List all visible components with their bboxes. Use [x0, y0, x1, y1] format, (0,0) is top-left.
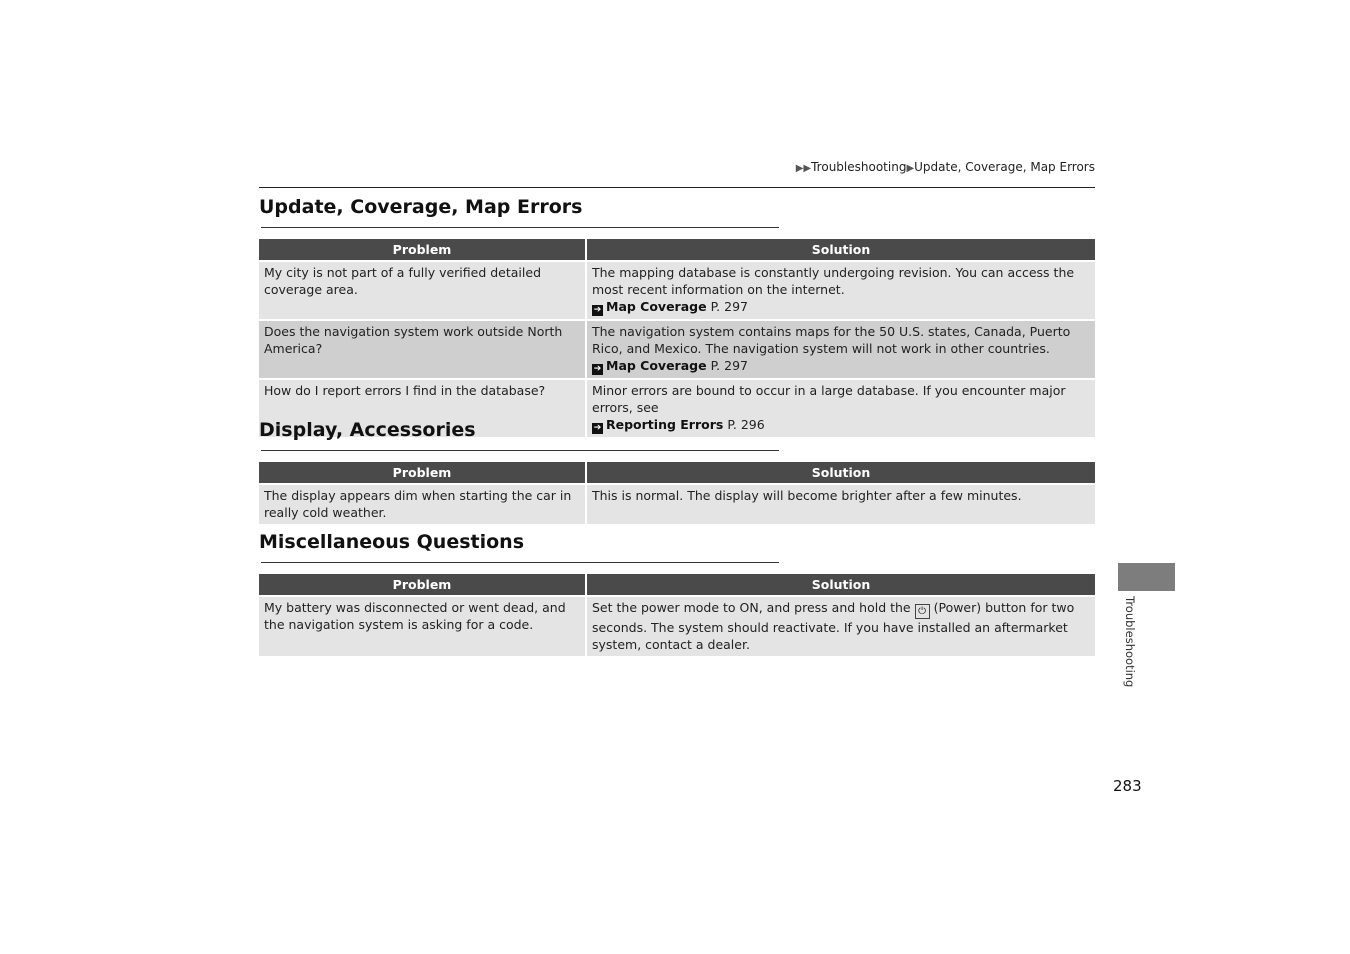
- table-header-row: [259, 239, 1095, 262]
- section-title-rule: [261, 227, 779, 228]
- reference-arrow-icon: ➔: [593, 305, 602, 315]
- solution-text: The navigation system contains maps for the 50 U.S. states, Canada, Puerto Rico, and Mexico. The navigation system will not work in other countries.: [592, 324, 1071, 356]
- chapter-tab[interactable]: [1118, 563, 1175, 591]
- reference-arrow-icon: ➔: [593, 364, 602, 374]
- chapter-tab-label: Troubleshooting: [1123, 596, 1137, 688]
- cross-reference-link[interactable]: [592, 357, 1091, 375]
- problem-header: Problem: [259, 462, 585, 485]
- problem-cell: The display appears dim when starting the car in really cold weather.: [259, 485, 585, 526]
- solution-cell: [587, 262, 1095, 321]
- troubleshooting-table: [257, 574, 1097, 658]
- reference-arrow-icon: ➔: [593, 423, 602, 433]
- problem-cell: My city is not part of a fully verified detailed coverage area.: [259, 262, 585, 321]
- reference-page: P. 297: [710, 358, 748, 373]
- breadcrumb: [796, 160, 1095, 174]
- solution-cell: This is normal. The display will become brighter after a few minutes.: [587, 485, 1095, 526]
- solution-header: Solution: [587, 462, 1095, 485]
- table-row: [259, 262, 1095, 321]
- solution-text-start: Set the power mode to ON, and press and hold the: [592, 600, 911, 615]
- breadcrumb-section-link[interactable]: Troubleshooting: [811, 160, 907, 174]
- solution-header: Solution: [587, 574, 1095, 597]
- section-title: Miscellaneous Questions: [259, 531, 524, 553]
- reference-label: Map Coverage: [606, 358, 707, 373]
- section-title-rule: [261, 562, 779, 563]
- section-update-coverage: [259, 196, 1095, 439]
- problem-cell: How do I report errors I find in the database?: [259, 380, 585, 439]
- table-row: [259, 485, 1095, 526]
- solution-text: Minor errors are bound to occur in a large database. If you encounter major errors, see: [592, 383, 1066, 415]
- problem-cell: Does the navigation system work outside North America?: [259, 321, 585, 380]
- reference-label: Map Coverage: [606, 299, 707, 314]
- troubleshooting-table: [257, 462, 1097, 526]
- section-title: Update, Coverage, Map Errors: [259, 196, 583, 218]
- solution-header: Solution: [587, 239, 1095, 262]
- header-rule: [259, 187, 1095, 188]
- power-icon: ⏻: [915, 604, 930, 619]
- section-title: Display, Accessories: [259, 419, 476, 441]
- breadcrumb-current: Update, Coverage, Map Errors: [914, 160, 1095, 174]
- reference-page: P. 297: [710, 299, 748, 314]
- solution-text: The mapping database is constantly undergoing revision. You can access the most recent information on the internet.: [592, 265, 1075, 297]
- breadcrumb-marker: ▶▶: [795, 163, 812, 174]
- cross-reference-link[interactable]: [592, 298, 1091, 316]
- problem-header: Problem: [259, 574, 585, 597]
- solution-cell: [587, 597, 1095, 658]
- section-display-accessories: [259, 419, 1095, 526]
- solution-cell: [587, 321, 1095, 380]
- table-header-row: [259, 462, 1095, 485]
- table-row: [259, 597, 1095, 658]
- troubleshooting-table: [257, 239, 1097, 439]
- section-miscellaneous: [259, 531, 1095, 658]
- section-title-rule: [261, 450, 779, 451]
- page-number: 283: [1113, 777, 1142, 795]
- solution-text-end: (Power) button for two seconds. The system should reactivate. If you have installed an aftermarket system, contact a dealer.: [592, 600, 1075, 652]
- problem-cell: My battery was disconnected or went dead, and the navigation system is asking for a code.: [259, 597, 585, 658]
- reference-label: Reporting Errors: [606, 417, 724, 432]
- breadcrumb-separator: ▶: [906, 163, 915, 174]
- problem-header: Problem: [259, 239, 585, 262]
- table-row: [259, 321, 1095, 380]
- reference-page: P. 296: [727, 417, 765, 432]
- table-header-row: [259, 574, 1095, 597]
